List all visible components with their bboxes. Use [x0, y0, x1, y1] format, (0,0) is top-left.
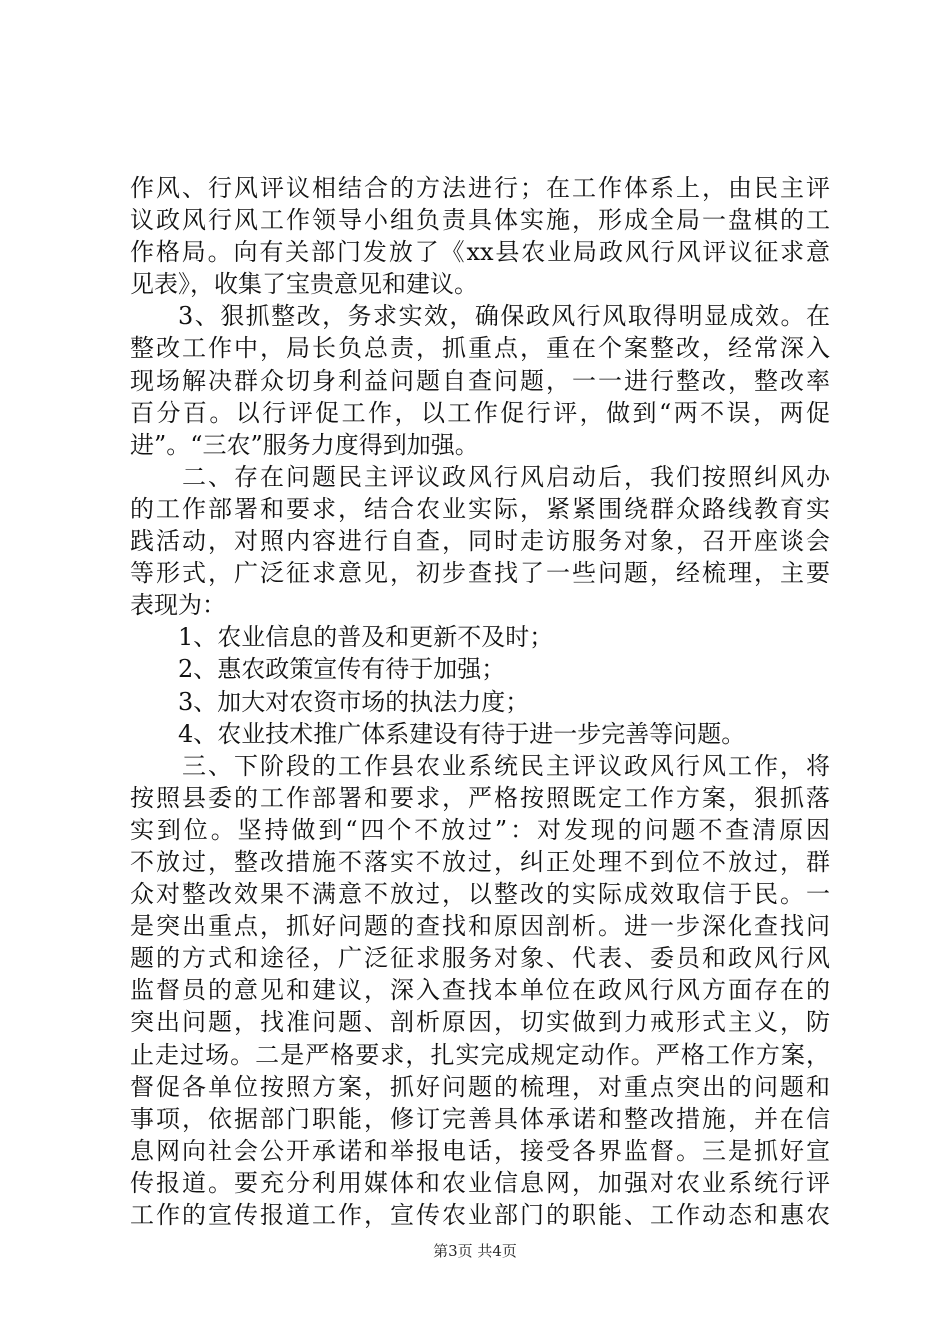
text-line: 践活动，对照内容进行自查，同时走访服务对象，召开座谈会 [130, 527, 830, 556]
text-line: 是突出重点，抓好问题的查找和原因剖析。进一步深化查找问 [130, 912, 830, 941]
text-line: 整改工作中，局长负总责，抓重点，重在个案整改，经常深入 [130, 334, 830, 363]
text-line: 实到位。坚持做到“四个不放过”：对发现的问题不查清原因 [130, 815, 830, 844]
text-line: 督促各单位按照方案，抓好问题的梳理，对重点突出的问题和 [130, 1072, 830, 1101]
text-line: 等形式，广泛征求意见，初步查找了一些问题，经梳理，主要 [130, 559, 830, 588]
text-line: 止走过场。二是严格要求，扎实完成规定动作。严格工作方案， [130, 1040, 830, 1069]
text-line: 百分百。以行评促工作，以工作促行评，做到“两不误，两促 [130, 398, 830, 427]
text-line: 的工作部署和要求，结合农业实际，紧紧围绕群众路线教育实 [130, 494, 830, 523]
text-line: 传报道。要充分利用媒体和农业信息网，加强对农业系统行评 [130, 1168, 830, 1197]
text-line: 不放过，整改措施不落实不放过，纠正处理不到位不放过，群 [130, 847, 830, 876]
text-line: 监督员的意见和建议，深入查找本单位在政风行风方面存在的 [130, 976, 830, 1005]
text-line: 作格局。向有关部门发放了《xx县农业局政风行风评议征求意 [130, 238, 830, 267]
text-line: 议政风行风工作领导小组负责具体实施，形成全局一盘棋的工 [130, 206, 830, 235]
text-line: 三、下阶段的工作县农业系统民主评议政风行风工作，将 [182, 751, 830, 780]
text-line: 作风、行风评议相结合的方法进行；在工作体系上，由民主评 [130, 174, 830, 202]
text-line: 突出问题，找准问题、剖析原因，切实做到力戒形式主义，防 [130, 1008, 830, 1037]
page-number-footer: 第3页 共4页 [433, 1242, 517, 1260]
text-line: 表现为： [130, 591, 226, 620]
text-line: 2、惠农政策宣传有待于加强； [178, 655, 506, 684]
text-line: 息网向社会公开承诺和举报电话，接受各界监督。三是抓好宣 [130, 1136, 830, 1165]
text-line: 二、存在问题民主评议政风行风启动后，我们按照纠风办 [182, 462, 830, 491]
text-line: 众对整改效果不满意不放过，以整改的实际成效取信于民。一 [130, 880, 830, 909]
text-line: 4、农业技术推广体系建设有待于进一步完善等问题。 [178, 719, 746, 748]
text-line: 按照县委的工作部署和要求，严格按照既定工作方案，狠抓落 [130, 783, 830, 812]
text-line: 题的方式和途径，广泛征求服务对象、代表、委员和政风行风 [130, 944, 830, 973]
text-line: 事项，依据部门职能，修订完善具体承诺和整改措施，并在信 [130, 1104, 830, 1133]
text-line: 现场解决群众切身利益问题自查问题，一一进行整改，整改率 [130, 366, 830, 395]
text-line: 3、狠抓整改，务求实效，确保政风行风取得明显成效。在 [178, 302, 830, 331]
document-body [130, 172, 830, 1231]
text-line: 进”。“三农”服务力度得到加强。 [130, 430, 479, 459]
text-line: 工作的宣传报道工作，宣传农业部门的职能、工作动态和惠农 [130, 1201, 830, 1229]
text-line: 3、加大对农资市场的执法力度； [178, 687, 530, 716]
text-line: 见表》，收集了宝贵意见和建议。 [130, 270, 478, 299]
text-line: 1、农业信息的普及和更新不及时； [178, 623, 554, 652]
